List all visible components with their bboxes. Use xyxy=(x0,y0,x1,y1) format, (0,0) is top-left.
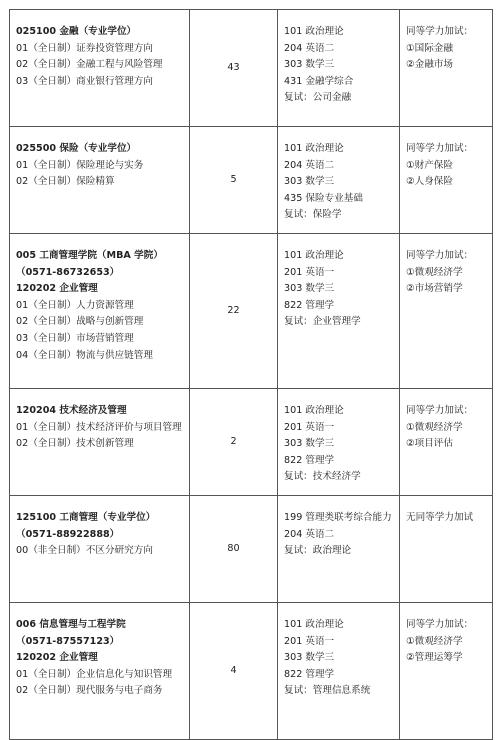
exam-subjects-cell xyxy=(278,496,400,603)
research-direction: 02（全日制）现代服务与电子商务 xyxy=(16,685,163,697)
exam-subjects-cell xyxy=(278,603,400,740)
extra-exam-subject: ②金融市场 xyxy=(406,59,453,71)
exam-subject: 303 数学三 xyxy=(284,176,335,188)
exam-subject: 201 英语一 xyxy=(284,266,335,278)
research-direction: 02（全日制）金融工程与风险管理 xyxy=(16,59,163,71)
research-direction: 02（全日制）保险精算 xyxy=(16,176,115,188)
research-direction: 01（全日制）人力资源管理 xyxy=(16,299,134,311)
quota-cell: 43 xyxy=(190,10,278,127)
research-direction: 02（全日制）技术创新管理 xyxy=(16,438,134,450)
school-phone: （0571-86732653） xyxy=(16,266,120,278)
program-cell xyxy=(10,389,190,496)
exam-subjects-cell xyxy=(278,10,400,127)
exam-subject: 822 管理学 xyxy=(284,668,335,680)
extra-exam-subject: ②人身保险 xyxy=(406,176,453,188)
extra-exam-subject: ①微观经济学 xyxy=(406,421,463,433)
exam-subjects-cell xyxy=(278,389,400,496)
extra-exam-cell xyxy=(400,389,493,496)
exam-subject: 204 英语二 xyxy=(284,42,335,54)
extra-exam-cell xyxy=(400,234,493,389)
research-direction: 00（非全日制）不区分研究方向 xyxy=(16,545,153,557)
program-cell xyxy=(10,234,190,389)
quota-cell: 4 xyxy=(190,603,278,740)
extra-exam-label: 同等学力加试： xyxy=(406,143,474,154)
extra-exam-cell xyxy=(400,127,493,234)
quota-cell: 5 xyxy=(190,127,278,234)
exam-subject: 822 管理学 xyxy=(284,299,335,311)
major-title: 120202 企业管理 xyxy=(16,283,98,295)
retest-subject: 复试：企业管理学 xyxy=(284,316,361,328)
school-phone: （0571-87557123） xyxy=(16,635,120,647)
quota-cell: 2 xyxy=(190,389,278,496)
program-cell xyxy=(10,10,190,127)
school-title: 006 信息管理与工程学院 xyxy=(16,619,126,630)
program-cell xyxy=(10,603,190,740)
research-direction: 01（全日制）保险理论与实务 xyxy=(16,159,144,171)
research-direction: 01（全日制）证券投资管理方向 xyxy=(16,42,153,54)
exam-subject: 101 政治理论 xyxy=(284,405,344,416)
research-direction: 01（全日制）企业信息化与知识管理 xyxy=(16,668,173,680)
table-row xyxy=(10,496,493,603)
major-title: 120204 技术经济及管理 xyxy=(16,405,127,416)
program-cell xyxy=(10,496,190,603)
extra-exam-subject: ②项目评估 xyxy=(406,438,453,450)
major-title: 125100 工商管理（专业学位） xyxy=(16,512,156,523)
exam-subjects-cell xyxy=(278,127,400,234)
table-row xyxy=(10,127,493,234)
exam-subject: 204 英语二 xyxy=(284,159,335,171)
exam-subject: 101 政治理论 xyxy=(284,26,344,37)
table-row xyxy=(10,234,493,389)
retest-subject: 复试：公司金融 xyxy=(284,92,352,104)
extra-exam-label: 同等学力加试： xyxy=(406,405,474,416)
exam-subject: 435 保险专业基础 xyxy=(284,192,363,204)
exam-subject: 201 英语一 xyxy=(284,635,335,647)
research-direction: 04（全日制）物流与供应链管理 xyxy=(16,349,153,361)
extra-exam-label: 同等学力加试： xyxy=(406,619,474,630)
exam-subject: 101 政治理论 xyxy=(284,619,344,630)
table-row xyxy=(10,10,493,127)
exam-subject: 199 管理类联考综合能力 xyxy=(284,512,392,523)
program-phone: （0571-88922888） xyxy=(16,528,120,540)
major-title: 025500 保险（专业学位） xyxy=(16,143,137,154)
extra-exam-cell xyxy=(400,496,493,603)
extra-exam-subject: ①微观经济学 xyxy=(406,266,463,278)
school-title: 005 工商管理学院（MBA 学院） xyxy=(16,250,163,261)
exam-subject: 204 英语二 xyxy=(284,528,335,540)
table-row xyxy=(10,389,493,496)
research-direction: 02（全日制）战略与创新管理 xyxy=(16,316,144,328)
extra-exam-cell xyxy=(400,10,493,127)
research-direction: 01（全日制）技术经济评价与项目管理 xyxy=(16,421,182,433)
admissions-table xyxy=(9,9,493,740)
extra-exam-cell xyxy=(400,603,493,740)
extra-exam-subject: ②市场营销学 xyxy=(406,283,463,295)
extra-exam-label: 同等学力加试： xyxy=(406,26,474,37)
extra-exam-label: 同等学力加试： xyxy=(406,250,474,261)
major-title: 025100 金融（专业学位） xyxy=(16,26,137,37)
exam-subject: 303 数学三 xyxy=(284,438,335,450)
extra-exam-subject: ①微观经济学 xyxy=(406,635,463,647)
exam-subjects-cell xyxy=(278,234,400,389)
extra-exam-subject: ①财产保险 xyxy=(406,159,453,171)
quota-cell: 22 xyxy=(190,234,278,389)
exam-subject: 303 数学三 xyxy=(284,283,335,295)
retest-subject: 复试：政治理论 xyxy=(284,545,352,557)
table-row xyxy=(10,603,493,740)
exam-subject: 303 数学三 xyxy=(284,652,335,664)
exam-subject: 101 政治理论 xyxy=(284,250,344,261)
exam-subject: 201 英语一 xyxy=(284,421,335,433)
research-direction: 03（全日制）市场营销管理 xyxy=(16,332,134,344)
major-title: 120202 企业管理 xyxy=(16,652,98,664)
quota-cell: 80 xyxy=(190,496,278,603)
exam-subject: 101 政治理论 xyxy=(284,143,344,154)
extra-exam-subject: ①国际金融 xyxy=(406,42,453,54)
program-cell xyxy=(10,127,190,234)
exam-subject: 822 管理学 xyxy=(284,454,335,466)
retest-subject: 复试：保险学 xyxy=(284,209,342,221)
research-direction: 03（全日制）商业银行管理方向 xyxy=(16,75,153,87)
extra-exam-label: 无同等学力加试 xyxy=(406,512,474,523)
exam-subject: 303 数学三 xyxy=(284,59,335,71)
retest-subject: 复试：技术经济学 xyxy=(284,471,361,483)
retest-subject: 复试：管理信息系统 xyxy=(284,685,371,697)
exam-subject: 431 金融学综合 xyxy=(284,75,354,87)
extra-exam-subject: ②管理运筹学 xyxy=(406,652,463,664)
